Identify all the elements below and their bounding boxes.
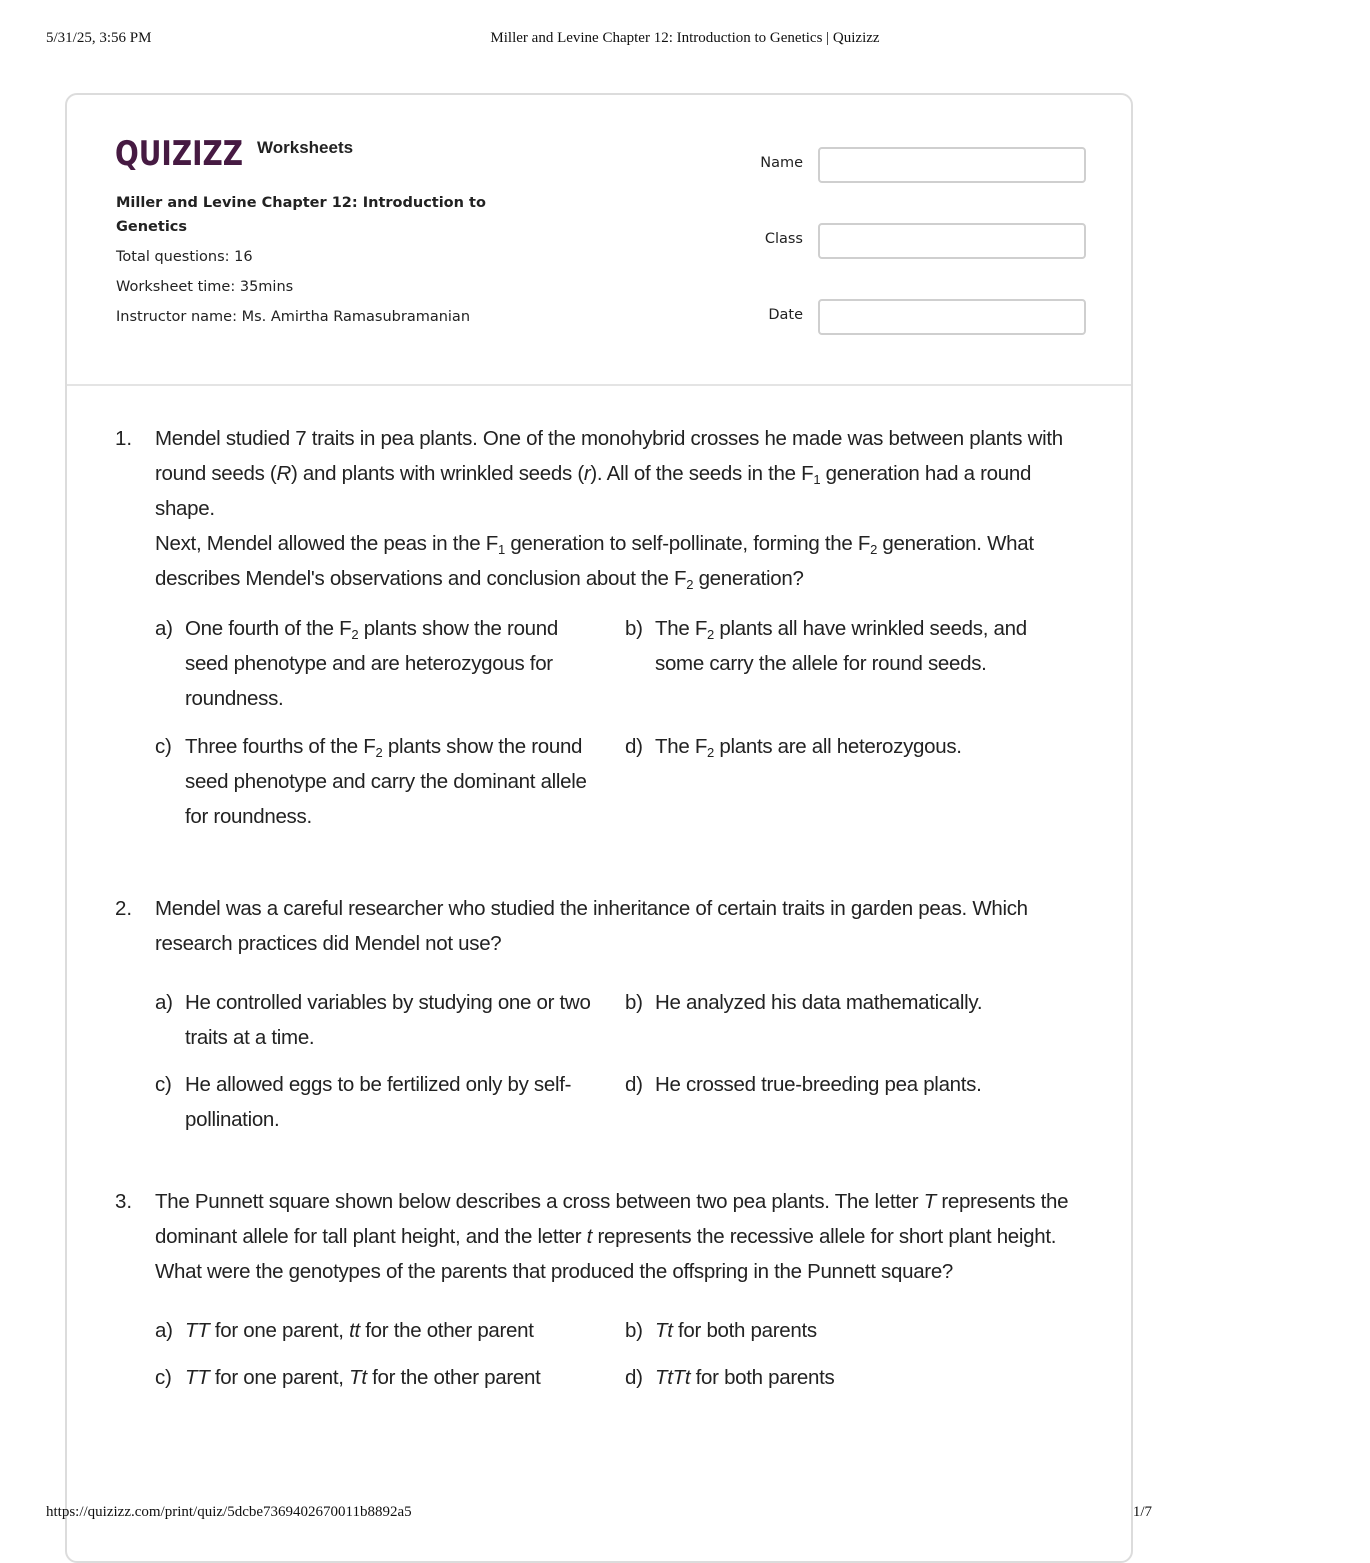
print-footer — [0, 1504, 1200, 1524]
question-number: 1. — [115, 427, 133, 450]
worksheet-header — [67, 95, 1131, 386]
print-url: https://quizizz.com/print/quiz/5dcbe7369402670011b8892a5 — [46, 1504, 412, 1520]
option-letter: d) — [625, 735, 643, 758]
total-questions: Total questions: 16 — [116, 249, 253, 265]
print-header — [0, 30, 1200, 50]
worksheet-time: Worksheet time: 35mins — [116, 279, 294, 295]
option-text: TtTt for both parents — [655, 1366, 835, 1389]
date-input[interactable] — [818, 299, 1086, 335]
question-number: 3. — [115, 1190, 133, 1213]
page-number: 1/7 — [1132, 1504, 1152, 1520]
worksheet-card — [65, 93, 1133, 1563]
option-letter: d) — [625, 1366, 643, 1389]
option-text: The $F_2$ plants all have wrinkled seeds, and some carry the allele for round seeds. — [655, 617, 1027, 675]
class-input[interactable] — [818, 223, 1086, 259]
option-text: He allowed eggs to be fertilized only by self-pollination. — [185, 1073, 572, 1131]
instructor-name: Instructor name: Ms. Amirtha Ramasubramanian — [116, 309, 471, 325]
option-letter: b) — [625, 991, 643, 1014]
quizizz-logo-wordmark: QUIZIZZ — [115, 134, 243, 174]
option-letter: c) — [155, 1073, 172, 1096]
option-text: He controlled variables by studying one or two traits at a time. — [185, 991, 591, 1049]
class-field-row — [727, 223, 1087, 259]
option-letter: b) — [625, 1319, 643, 1342]
brand — [115, 131, 354, 174]
option-text: TT for one parent, Tt for the other parent — [185, 1366, 541, 1389]
quizizz-logo — [115, 134, 245, 174]
date-label: Date — [768, 307, 803, 323]
print-datetime: 5/31/25, 3:56 PM — [46, 30, 152, 46]
option-text: He analyzed his data mathematically. — [655, 991, 983, 1014]
name-field-row — [727, 147, 1087, 183]
quizizz-logo-icon — [115, 134, 245, 174]
option-text: One fourth of the $F_2$ plants show the round seed phenotype and are heterozygous for roundness. — [185, 617, 558, 710]
name-input[interactable] — [818, 147, 1086, 183]
option-text: TT for one parent, tt for the other parent — [185, 1319, 534, 1342]
option-letter: c) — [155, 1366, 172, 1389]
option-letter: a) — [155, 617, 173, 640]
option-letter: b) — [625, 617, 643, 640]
question-number: 2. — [115, 897, 133, 920]
print-title: Miller and Levine Chapter 12: Introduction to Genetics | Quizizz — [490, 30, 880, 46]
worksheet-meta — [116, 191, 486, 329]
option-text: Tt for both parents — [655, 1319, 817, 1342]
option-letter: a) — [155, 1319, 173, 1342]
brand-product: Worksheets — [257, 138, 354, 157]
option-letter: a) — [155, 991, 173, 1014]
option-letter: d) — [625, 1073, 643, 1096]
question-text: Mendel studied 7 traits in pea plants. One of the monohybrid crosses he made was between plants with round seeds (R) and plants with wrinkled seeds (r). All of the seeds in the $F_1$ generation had a round shape. Next, Mendel allowed the peas in the $F_1$ generation to self-pollinate, forming the $F_2$ generation. What describes Mendel's observations and conclusion about the $F_2$ generation? — [155, 427, 1063, 592]
date-field-row — [727, 299, 1087, 335]
name-label: Name — [760, 155, 803, 171]
worksheet-title: Miller and Levine Chapter 12: Introduction to Genetics — [116, 195, 486, 235]
class-label: Class — [764, 231, 803, 247]
option-text: He crossed true-breeding pea plants. — [655, 1073, 982, 1096]
option-text: The $F_2$ plants are all heterozygous. — [655, 735, 962, 760]
question-text: Mendel was a careful researcher who studied the inheritance of certain traits in garden peas. Which research practices did Mendel not use? — [155, 897, 1028, 955]
option-letter: c) — [155, 735, 172, 758]
option-text: Three fourths of the $F_2$ plants show the round seed phenotype and carry the dominant allele for roundness. — [185, 735, 587, 828]
question-text: The Punnett square shown below describes a cross between two pea plants. The letter T represents the dominant allele for tall plant height, and the letter t represents the recessive allele for short plant height. What were the genotypes of the parents that produced the offspring in the Punnett square? — [155, 1190, 1069, 1283]
